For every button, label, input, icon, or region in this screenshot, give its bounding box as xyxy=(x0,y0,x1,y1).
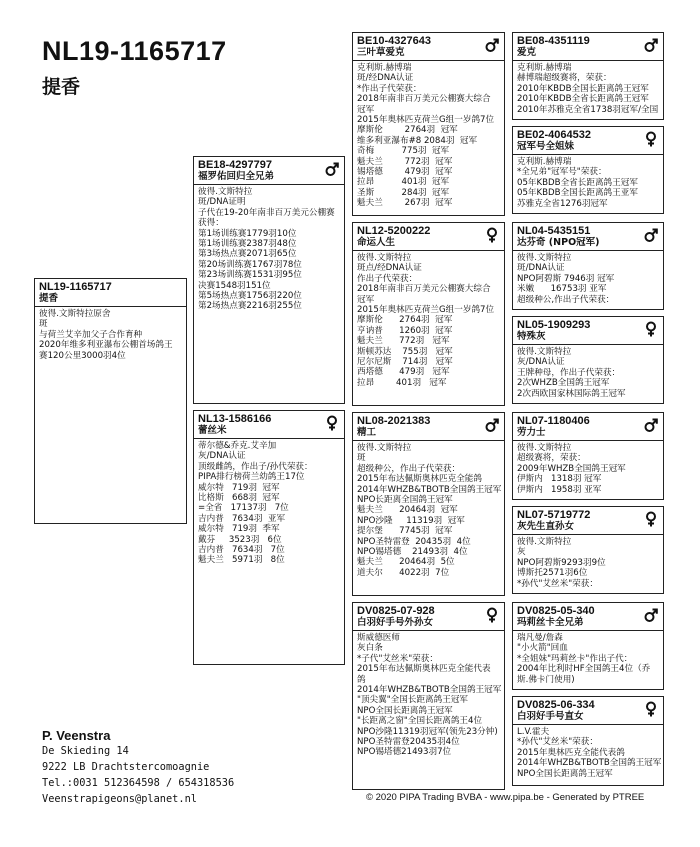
card-text-line: 拉昂 401羽 冠军 xyxy=(357,177,450,188)
card-text-line: 彼得.文斯特拉 xyxy=(517,443,572,453)
card-text-line: 王牌种母，作出子代荣获： xyxy=(517,367,621,378)
card-text-line: *全姐妹"玛莉丝卡"作出子代： xyxy=(517,653,633,664)
card-text-line: 决赛1548羽151位 xyxy=(198,280,271,291)
card-text-line: 2015年奥林匹克荷兰G组一岁鸽7位 xyxy=(357,305,495,316)
card-text-line: 魁夫兰 5971羽 8位 xyxy=(198,555,285,566)
card-text-line: 作出子代荣获： xyxy=(357,273,418,284)
card-body xyxy=(194,185,344,314)
ring-number: NL13-1586166 xyxy=(198,413,272,425)
card-text-line: "长距离之窗"全国长距离鸽王4位 xyxy=(357,716,483,727)
ring-number: BE08-4351119 xyxy=(517,35,590,47)
card-text-line: 拉昂 401羽 冠军 xyxy=(357,377,447,388)
card-header xyxy=(513,507,663,535)
card-text-line: 子代在19-20年南非百万美元公棚赛 xyxy=(198,207,335,218)
card-text-line: 提尔堡 7745羽 冠军 xyxy=(357,526,453,537)
card-text-line: 第23场训练赛1531羽95位 xyxy=(198,270,302,281)
card-text-line: 2018年南非百万美元公棚赛大综合 xyxy=(357,94,491,105)
card-text-line: 灰白条 xyxy=(357,643,383,654)
card-text-line: 蒂尔德&乔克.艾辛加 xyxy=(198,441,277,451)
card-header xyxy=(513,127,663,155)
card-dam-dam-dam xyxy=(512,696,664,786)
card-text-line: 超级赛将，荣获： xyxy=(517,453,586,464)
card-body xyxy=(353,441,504,580)
card-sire-sire xyxy=(352,32,505,216)
pedigree-ring-number: NL19-1165717 xyxy=(42,36,227,66)
male-symbol-icon xyxy=(644,37,658,53)
ring-number: BE18-4297797 xyxy=(198,159,273,171)
pigeon-name: 达芬奇 (NPO冠军) xyxy=(517,237,600,248)
card-text-line: 彼得.文斯特拉 xyxy=(517,253,572,263)
card-text-line: 2015年奥林匹克荷兰G组一岁鸽7位 xyxy=(357,115,495,126)
ring-number: NL07-5719772 xyxy=(517,509,591,521)
card-text-line: 赛120公里3000羽4位 xyxy=(39,350,126,361)
card-text-line: 2004年比利时HF全国鸽王4位（乔 xyxy=(517,664,651,675)
card-text-line: 第1场训练赛1779羽10位 xyxy=(198,228,297,239)
ring-number: NL04-5435151 xyxy=(517,225,591,237)
card-text-line: 锡塔德 479羽 冠军 xyxy=(357,167,453,178)
owner-email[interactable]: Veenstrapigeons@planet.nl xyxy=(42,793,197,805)
card-text-line: 魁夫兰 20464羽 冠军 xyxy=(357,505,458,516)
pigeon-name: 三叶草爱克 xyxy=(357,47,405,58)
female-symbol-icon xyxy=(644,701,658,717)
card-dam-dam-sire xyxy=(512,602,664,690)
card-header xyxy=(35,279,186,307)
card-dam-dam xyxy=(352,602,505,790)
male-symbol-icon xyxy=(644,417,658,433)
card-body xyxy=(35,307,186,363)
card-text-line: 灰/DNA认证 xyxy=(517,357,565,368)
card-text-line: 维多利亚瀑布#8 2084羽 冠军 xyxy=(357,135,478,146)
card-text-line: 05年KBDB全国长距离鸽王亚军 xyxy=(517,188,638,199)
card-text-line: 斑点/经DNA认证 xyxy=(357,263,422,274)
card-text-line: 2014年WHZB&TBOTB全国鸽王冠军 xyxy=(357,685,502,696)
owner-phone: Tel.:0031 512364598 / 654318536 xyxy=(42,777,235,789)
card-text-line: 2015年奥林匹克全能代表鸽 xyxy=(517,747,625,758)
card-header xyxy=(353,223,504,251)
card-text-line: 魁夫兰 20464羽 5位 xyxy=(357,557,455,568)
card-sire-sire-sire xyxy=(512,32,664,120)
card-sire-sire-dam xyxy=(512,126,664,214)
card-header xyxy=(353,33,504,61)
card-text-line: L.V.霍夫 xyxy=(517,727,550,737)
ring-number: BE10-4327643 xyxy=(357,35,432,47)
card-text-line: NPO全国长距离鸽王冠军 xyxy=(517,768,613,779)
ring-number: DV0825-05-340 xyxy=(517,605,595,617)
generator-credit: © 2020 PIPA Trading BVBA - www.pipa.be - Generated by PTREE xyxy=(366,792,645,803)
card-text-line: 灰/DNA认证 xyxy=(198,451,246,462)
card-text-line: 彼得.文斯特拉原舍 xyxy=(39,309,111,319)
card-text-line: 西塔德 479羽 冠军 xyxy=(357,367,450,378)
card-text-line: 2014年WHZB&TBOTB全国鸽王冠军 xyxy=(357,484,502,495)
card-header xyxy=(194,411,344,439)
card-text-line: NPO阿碧斯 7946羽 冠军 xyxy=(517,273,615,284)
card-text-line: 彼得.文斯特拉 xyxy=(357,253,412,263)
card-sire-dam-sire xyxy=(512,222,664,310)
pigeon-name: 福罗佑回归全兄弟 xyxy=(198,171,275,182)
card-text-line: NPO长距离全国鸽王冠军 xyxy=(357,495,453,506)
pigeon-name: 精工 xyxy=(357,427,377,438)
card-text-line: 第20场训练赛1767羽78位 xyxy=(198,259,302,270)
pigeon-name: 白羽好手号直女 xyxy=(517,711,584,722)
card-text-line: 斑/经DNA认证 xyxy=(357,73,414,84)
card-text-line: "顶尖翼"全国长距离鸽王冠军 xyxy=(357,695,469,706)
card-text-line: 米嫩 16753羽 亚军 xyxy=(517,284,607,295)
card-text-line: 灰 xyxy=(517,547,526,558)
card-text-line: 2次西欧国家林国际鸽王冠军 xyxy=(517,388,626,399)
card-body xyxy=(353,61,504,211)
card-text-line: 比格斯 668羽 冠军 xyxy=(198,493,280,504)
card-dam-sire-dam xyxy=(512,506,664,594)
pigeon-name: 白羽好手号外孙女 xyxy=(357,617,434,628)
pigeon-name: 蕾丝米 xyxy=(198,425,227,436)
card-text-line: 第1场训练赛2387羽48位 xyxy=(198,239,297,250)
pigeon-name: 特殊灰 xyxy=(517,331,546,342)
card-text-line: *全兄弟"冠军号"荣获： xyxy=(517,167,607,178)
female-symbol-icon xyxy=(485,607,499,623)
card-body xyxy=(513,251,663,307)
card-text-line: 2010年苏雅克全省1738羽冠军/全国 xyxy=(517,104,659,115)
card-text-line: 超级种公,作出子代荣获： xyxy=(517,294,615,305)
card-text-line: =全省 17137羽 7位 xyxy=(198,503,289,514)
card-body xyxy=(513,61,663,117)
card-text-line: 苏雅克全省1276羽冠军 xyxy=(517,198,608,209)
card-text-line: 与荷兰艾辛加父子合作育种 xyxy=(39,329,143,340)
card-text-line: 斑 xyxy=(357,453,366,464)
card-sire xyxy=(193,156,345,404)
male-symbol-icon xyxy=(325,161,339,177)
card-body xyxy=(194,439,344,568)
female-symbol-icon xyxy=(325,415,339,431)
female-symbol-icon xyxy=(485,227,499,243)
card-text-line: 05年KBDB全省长距离鸽王冠军 xyxy=(517,177,638,188)
card-text-line: 威尔特 719羽 季军 xyxy=(198,524,280,535)
card-text-line: 赫博瑞超级赛将，荣获： xyxy=(517,73,612,84)
card-text-line: 摩斯伦 2764羽 冠军 xyxy=(357,125,458,136)
card-sire-dam xyxy=(352,222,505,406)
card-body xyxy=(353,631,504,760)
card-text-line: 尼尔尼斯 714羽 冠军 xyxy=(357,357,453,368)
pigeon-name: 劳力士 xyxy=(517,427,546,438)
card-text-line: 彼得.文斯特拉 xyxy=(357,443,412,453)
card-body xyxy=(513,535,663,591)
card-body xyxy=(513,155,663,211)
card-text-line: 2015年布达佩斯奥林匹克全能鸽 xyxy=(357,474,482,485)
card-text-line: 第5场热点赛1756羽220位 xyxy=(198,291,302,302)
card-text-line: 斑/DNA认证 xyxy=(517,263,565,274)
card-text-line: *子代"艾丝米"荣获： xyxy=(357,653,438,664)
card-header xyxy=(513,223,663,251)
card-text-line: 魁夫兰 772羽 冠军 xyxy=(357,336,450,347)
card-text-line: 冠军 xyxy=(357,294,375,305)
card-text-line: 吉内普 7634羽 7位 xyxy=(198,545,285,556)
card-text-line: 斯顿苏达 755羽 冠军 xyxy=(357,346,453,357)
card-text-line: 彼得.文斯特拉 xyxy=(198,187,253,197)
card-text-line: 超级种公，作出子代荣获： xyxy=(357,463,461,474)
card-text-line: 博斯托2571羽6位 xyxy=(517,568,588,579)
ring-number: NL19-1165717 xyxy=(39,281,112,293)
card-text-line: 斑/DNA证明 xyxy=(198,197,246,208)
card-text-line: NPO沙隆 11319羽 冠军 xyxy=(357,515,465,526)
pigeon-name: 灰先生直孙女 xyxy=(517,521,575,532)
owner-name: P. Veenstra xyxy=(42,728,111,743)
owner-address-city: 9222 LB Drachtstercomoagnie xyxy=(42,761,210,773)
ring-number: BE02-4064532 xyxy=(517,129,592,141)
card-text-line: 威尔特 719羽 冠军 xyxy=(198,482,280,493)
card-text-line: NPO全国长距离鸽王冠军 xyxy=(357,705,453,716)
card-text-line: 魁夫兰 772羽 冠军 xyxy=(357,156,453,167)
card-text-line: 鸽 xyxy=(357,674,366,685)
card-text-line: 2020年维多利亚瀑布公棚首场鸽王 xyxy=(39,340,173,351)
pigeon-name: 提香 xyxy=(39,293,59,304)
card-text-line: 2014年WHZB&TBOTB全国鸽王冠军 xyxy=(517,758,662,769)
card-header xyxy=(513,33,663,61)
card-header xyxy=(353,603,504,631)
card-text-line: 戴芬 3523羽 6位 xyxy=(198,534,282,545)
card-text-line: 伊斯内 1318羽 冠军 xyxy=(517,474,602,485)
male-symbol-icon xyxy=(644,607,658,623)
card-text-line: 第2场热点赛2216羽255位 xyxy=(198,301,302,312)
pigeon-name: 命运人生 xyxy=(357,237,396,248)
card-sire-dam-dam xyxy=(512,316,664,404)
card-dam-sire-sire xyxy=(512,412,664,500)
female-symbol-icon xyxy=(644,131,658,147)
card-text-line: 斯威德医师 xyxy=(357,633,400,643)
card-header xyxy=(513,697,663,725)
card-text-line: 伊斯内 1958羽 亚军 xyxy=(517,484,602,495)
card-text-line: 亨讷普 1260羽 冠军 xyxy=(357,325,453,336)
card-subject xyxy=(34,278,187,524)
ring-number: DV0825-07-928 xyxy=(357,605,435,617)
card-text-line: PIPA排行榜荷兰幼鸽王17位 xyxy=(198,472,305,483)
card-text-line: *作出子代荣获： xyxy=(357,83,422,94)
card-text-line: NPO阿碧斯9293羽9位 xyxy=(517,557,606,568)
card-body xyxy=(353,251,504,390)
pigeon-name: 爱克 xyxy=(517,47,537,58)
card-text-line: 第3场热点赛2071羽65位 xyxy=(198,249,297,260)
pedigree-pigeon-name: 提香 xyxy=(42,76,81,98)
card-text-line: 2015年布达佩斯奥林匹克全能代表 xyxy=(357,664,491,675)
ring-number: NL07-1180406 xyxy=(517,415,590,427)
card-text-line: 顶级雌鸽，作出子/孙代荣获： xyxy=(198,461,313,472)
card-body xyxy=(513,441,663,497)
card-text-line: 吉内普 7634羽 亚军 xyxy=(198,513,286,524)
card-text-line: 彼得.文斯特拉 xyxy=(517,347,572,357)
card-dam-sire xyxy=(352,412,505,596)
card-text-line: *孙代"艾丝米"荣获： xyxy=(517,737,598,748)
card-body xyxy=(513,725,663,781)
owner-address-street: De Skieding 14 xyxy=(42,745,129,757)
card-text-line: 奇梅 775羽 冠军 xyxy=(357,146,450,157)
card-text-line: "小火箭"回血 xyxy=(517,643,568,654)
card-text-line: NPO沙隆11319羽冠军(领先23分钟) xyxy=(357,726,498,737)
card-text-line: 圣斯 284羽 冠军 xyxy=(357,187,450,198)
card-text-line: 斑 xyxy=(39,319,48,330)
card-header xyxy=(513,603,663,631)
ring-number: NL08-2021383 xyxy=(357,415,431,427)
card-dam xyxy=(193,410,345,665)
card-text-line: 克利斯.赫博瑞 xyxy=(517,157,572,167)
female-symbol-icon xyxy=(644,321,658,337)
ring-number: DV0825-06-334 xyxy=(517,699,595,711)
card-text-line: 2010年KBDB全省长距离鸽王冠军 xyxy=(517,94,649,105)
card-text-line: 克利斯.赫博瑞 xyxy=(357,63,412,73)
card-body xyxy=(513,631,663,687)
male-symbol-icon xyxy=(485,37,499,53)
female-symbol-icon xyxy=(644,511,658,527)
card-text-line: 斯.佛卡门使用) xyxy=(517,674,575,685)
card-text-line: 克利斯.赫博瑞 xyxy=(517,63,572,73)
card-text-line: 道夫尔 4022羽 7位 xyxy=(357,567,450,578)
card-header xyxy=(513,317,663,345)
card-text-line: 2009年WHZB全国鸽王冠军 xyxy=(517,463,626,474)
card-header xyxy=(194,157,344,185)
card-text-line: NPO锡塔德21493羽7位 xyxy=(357,747,452,758)
card-text-line: 摩斯伦 2764羽 冠军 xyxy=(357,315,453,326)
male-symbol-icon xyxy=(644,227,658,243)
card-text-line: 彼得.文斯特拉 xyxy=(517,537,572,547)
card-text-line: 瑞凡曼/詹森 xyxy=(517,633,563,643)
card-header xyxy=(513,413,663,441)
card-text-line: NPO锡塔德 21493羽 4位 xyxy=(357,547,468,558)
card-text-line: 魁夫兰 267羽 冠军 xyxy=(357,198,453,209)
card-text-line: 冠军 xyxy=(357,104,375,115)
card-header xyxy=(353,413,504,441)
card-body xyxy=(513,345,663,401)
pigeon-name: 玛莉丝卡全兄弟 xyxy=(517,617,584,628)
male-symbol-icon xyxy=(485,417,499,433)
card-text-line: 获得： xyxy=(198,218,224,229)
pigeon-name: 冠军号全姐妹 xyxy=(517,141,575,152)
card-text-line: *孙代"艾丝米"荣获： xyxy=(517,578,598,589)
card-text-line: NPO圣特雷登 20435羽 4位 xyxy=(357,536,471,547)
card-text-line: 2次WHZB全国鸽王冠军 xyxy=(517,378,610,389)
ring-number: NL05-1909293 xyxy=(517,319,591,331)
card-text-line: NPO圣特雷登20435羽4位 xyxy=(357,737,460,748)
ring-number: NL12-5200222 xyxy=(357,225,431,237)
card-text-line: 2010年KBDB全国长距离鸽王冠军 xyxy=(517,83,649,94)
card-text-line: 2018年南非百万美元公棚赛大综合 xyxy=(357,284,491,295)
